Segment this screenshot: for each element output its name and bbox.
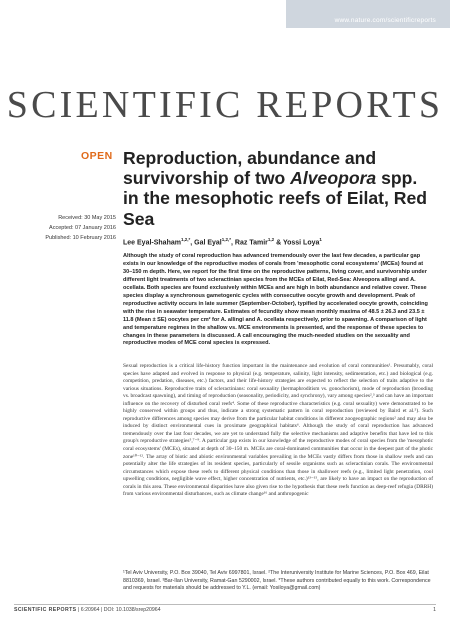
footer-divider [14, 604, 436, 605]
author-name: Raz Tamir [234, 239, 268, 247]
journal-logo: SCIENTIFIC REPORTS [6, 84, 444, 126]
site-url-link[interactable]: www.nature.com/scientificreports [334, 17, 436, 24]
published-date: Published: 10 February 2016 [45, 235, 116, 241]
footer-journal: SCIENTIFIC REPORTS [14, 607, 77, 613]
header-bar [286, 0, 450, 28]
title-genus: Alveopora [290, 168, 377, 189]
footer-doi: | 6:20964 | DOI: 10.1038/srep20964 [76, 607, 161, 613]
open-access-label: OPEN [81, 150, 113, 162]
author-affiliation-mark: 1 [319, 237, 322, 242]
author-affiliation-mark: 1,2,* [180, 237, 191, 242]
accepted-date: Accepted: 07 January 2016 [49, 225, 116, 231]
author-affiliation-mark: 1,2,* [221, 237, 232, 242]
author-name: Gal Eyal [194, 239, 222, 247]
author-name: Yossi Loya [282, 239, 320, 247]
article-title [123, 148, 433, 229]
author-name: Lee Eyal-Shaham [123, 239, 181, 247]
page-number: 1 [433, 607, 436, 613]
title-text-1: Reproduction, abundance and survivorship of two [123, 148, 377, 189]
author-affiliation-mark: 1,2 [267, 237, 275, 242]
author-list: Lee Eyal-Shaham$^{1,2,*}$, Gal Eyal$^{1,2,*}$, Raz Tamir$^{1,2}$ & Yossi Loya$^1$ [123, 237, 322, 247]
footer-citation [14, 607, 161, 613]
body-text: Sexual reproduction is a critical life-history function important in the maintenance and evolution of coral communities¹. Presumably, coral species have adapted and evolved in response to physical (e.g. temperature, salinity, light intensity, sedimentation, etc.) and biological (e.g. competition, predation, diseases, etc.) factors, and their life-history strategies are expected to reflect the selection of traits adaptive to the various situations. Reproductive traits of scleractinians: coral sexuality (hermaphroditism vs. gonochorism), mode of reproduction (brooding vs. broadcast spawning), and timing of reproduction (seasonality, periodicity, and synchrony), vary among species²,³ and can have an important influence on the recovery of disturbed coral reefs⁴. Some of these reproductive characteristics (e.g. coral sexuality) were demonstrated to be highly conserved within groups and thus, indicate a strong systematic pattern in coral reproduction (reviewed by Baird et al.⁵). Such reproductive differences among species may derive from the particular habitat conditions in different zoogeographic regions² and may also be induced by distinct environmental cues in proximate geographical habitats⁶. Although the study of coral reproduction has advanced tremendously over the last four decades, we are yet to understand fully the selective mechanisms and adaptive benefits that have led to this group's reproductive strategies⁵,⁷⁻⁹. A particular gap exists in our knowledge of the reproductive modes of coral species from the 'mesophotic coral ecosystems' (MCEs), situated at depth of 30–150 m. MCEs are coral-dominated communities that occur in the deepest part of the photic zone¹⁰⁻¹². The array of biotic and abiotic environmental variables prevailing in the MCEs vastly differs from those in shallow reefs and can potentially alter the life strategies of its resident species, particularly of sessile organisms such as scleractinian corals. The environmental circumstances which expose these reefs to different physical conditions than those in shallower reefs (e.g., limited light penetration, cool upwelling conditions, negligible wave effect, higher concentration of nutrients, etc.)¹³⁻¹⁵, are likely to have an impact on the reproduction of corals in this area. These environmental disparities have also given rise to the hypothesis that these reefs function as deep-reef refugia (DRRH) from various environmental disturbances, such as climate change¹⁶ and anthropogenic [123, 363, 433, 498]
affiliations: ¹Tel Aviv University, P.O. Box 39040, Tel Aviv 6997801, Israel. ²The Interuniversity Institute for Marine Sciences, P.O. Box 469, Eilat 8810369, Israel. ³Bar-Ilan University, Ramat-Gan 5290002, Israel. *These authors contributed equally to this work. Correspondence and requests for materials should be addressed to Y.L. (email: Yosiloya@gmail.com) [123, 570, 431, 592]
received-date: Received: 30 May 2015 [58, 215, 116, 221]
title-text-2: spp. in the mesophotic reefs of Eilat, Red Sea [123, 168, 428, 229]
article-dates [20, 213, 116, 243]
abstract: Although the study of coral reproduction has advanced tremendously over the last few decades, a particular gap exists in our knowledge of the reproductive modes of corals from 'mesophotic coral ecosystems' (MCEs) found at 30–150 m depth. Here, we report for the first time on the reproductive patterns, living cover, and survivorship under different light treatments of two scleractinian species from the MCEs of Eilat, Red-Sea: Alveopora allingi and A. ocellata. Both species are found exclusively within MCEs and are high in both abundance and relative cover. These species display a synchronous gametogenic cycles with consecutive oocyte growth and development. Peak of reproductive activity occurs in late summer (September-October), typified by accelerated oocyte growth, coinciding with the rise in seawater temperature. Estimates of fecundity show mean monthly maxima of 48.5 ± 26.3 and 23.5 ± 11.8 (Mean ± SE) oocytes per cm² for A. allingi and A. ocellata respectively, prior to spawning. A comparison of light and temperature regimes in the shallow vs. MCE environments is presented, and the response of these species to changes in these parameters is discussed. A call encouraging the much-needed studies on the sexuality and reproductive modes of MCE coral species is expressed. [123, 253, 428, 347]
